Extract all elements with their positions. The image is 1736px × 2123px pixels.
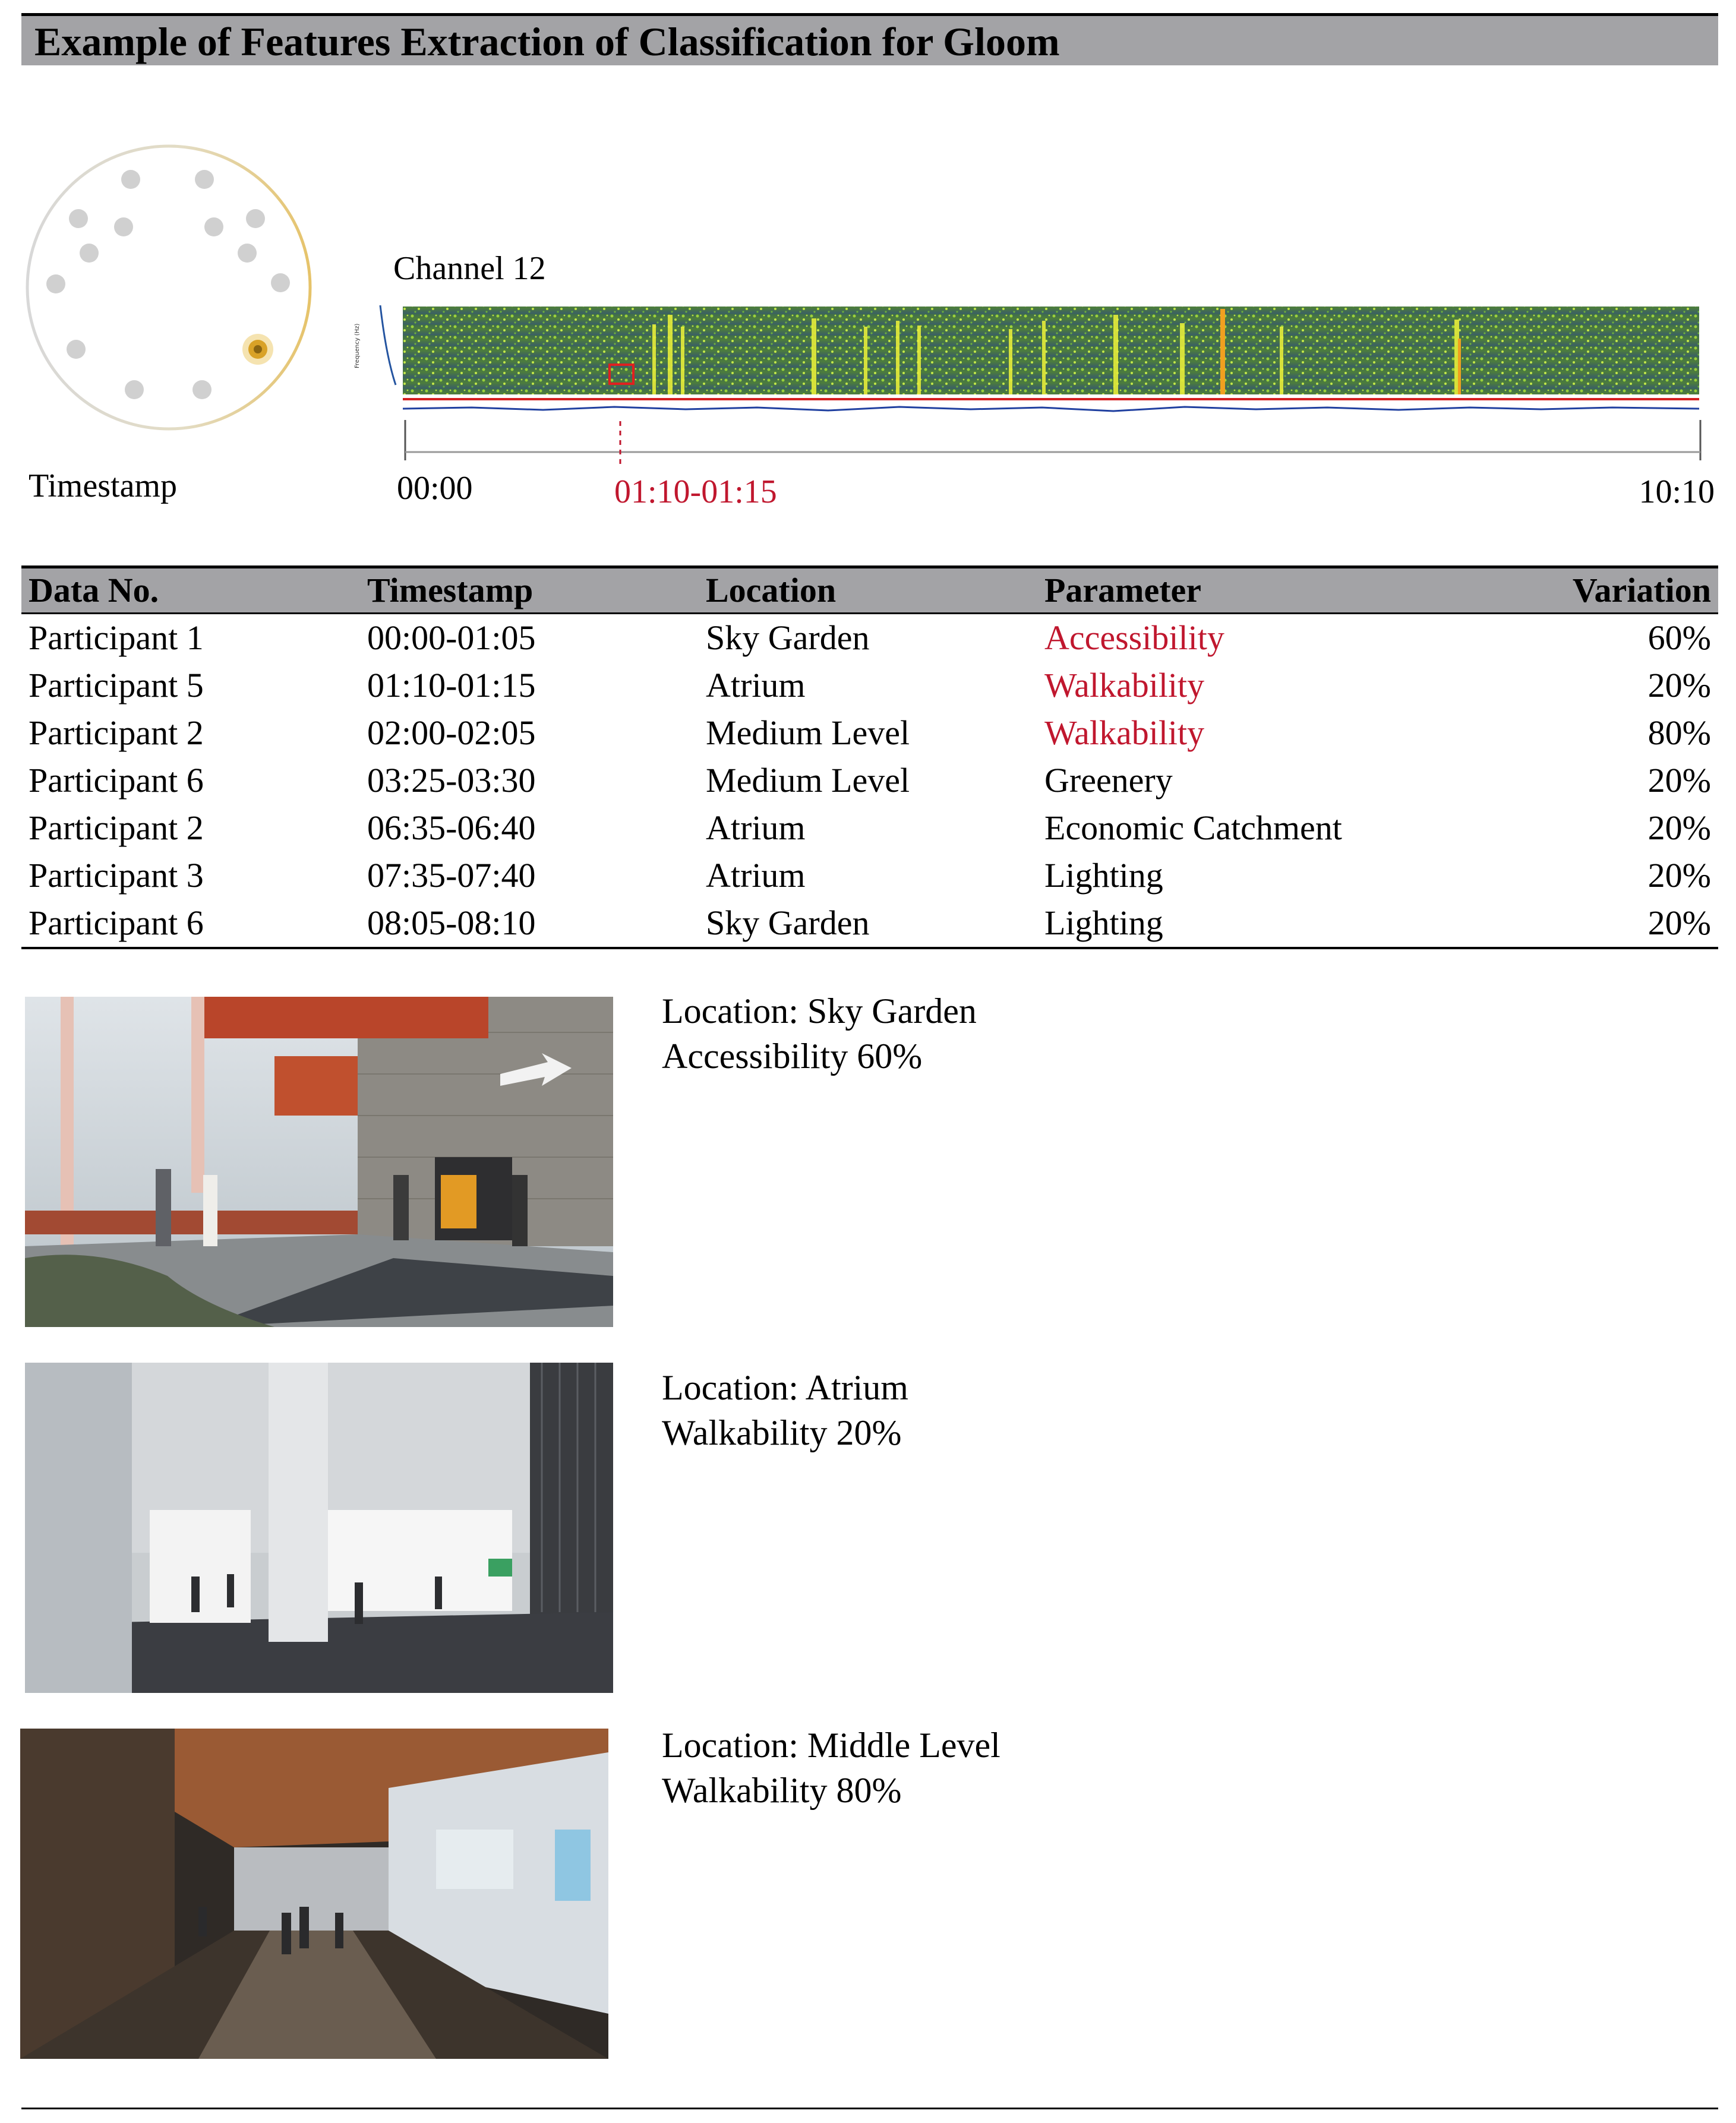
header-timestamp: Timestamp <box>360 567 699 614</box>
cell-timestamp: 08:05-08:10 <box>367 903 536 942</box>
cell-parameter: Walkability <box>1044 666 1205 704</box>
header-data-no: Data No. <box>21 567 360 614</box>
timeline-marker-label: 01:10-01:15 <box>614 473 777 510</box>
cell-location: Sky Garden <box>706 618 870 657</box>
table-header-row <box>21 567 1718 614</box>
cell-variation: 20% <box>1647 808 1711 847</box>
page-title: Example of Features Extraction of Classification for Gloom <box>34 19 1060 64</box>
table-row <box>21 757 1718 804</box>
scene-image-middle-level <box>20 1729 608 2059</box>
electrode-dot-icon <box>80 244 99 263</box>
electrode-dot-icon <box>195 170 214 189</box>
cell-data-no: Participant 6 <box>29 761 204 800</box>
scene-caption-location: Location: Atrium <box>662 1368 908 1407</box>
electrode-dot-icon <box>114 217 133 236</box>
cell-location: Sky Garden <box>706 903 870 942</box>
cell-location: Medium Level <box>706 761 910 800</box>
channel-label: Channel 12 <box>393 250 546 287</box>
electrode-dot-icon <box>192 380 212 399</box>
electrode-dot-icon <box>238 244 257 263</box>
timeline-start: 00:00 <box>397 470 473 507</box>
cell-variation: 60% <box>1647 618 1711 657</box>
cell-data-no: Participant 5 <box>29 666 204 704</box>
electrode-dot-icon <box>204 217 223 236</box>
spectrogram-panel <box>353 303 1702 422</box>
scene-image-sky-garden <box>25 997 613 1327</box>
electrode-dot-icon <box>69 209 88 228</box>
svg-text:Frequency (Hz): Frequency (Hz) <box>354 323 361 368</box>
electrode-head-map <box>23 140 320 437</box>
table-row <box>21 614 1718 662</box>
scene-caption-parameter: Accessibility 60% <box>662 1037 923 1076</box>
header-parameter: Parameter <box>1037 567 1489 614</box>
cell-data-no: Participant 6 <box>29 903 204 942</box>
cell-location: Atrium <box>706 856 806 895</box>
cell-timestamp: 02:00-02:05 <box>367 713 536 752</box>
data-table <box>21 565 1718 949</box>
cell-parameter: Greenery <box>1044 761 1173 800</box>
cell-variation: 20% <box>1647 903 1711 942</box>
table-row <box>21 662 1718 709</box>
cell-variation: 20% <box>1647 666 1711 704</box>
cell-parameter: Walkability <box>1044 713 1205 752</box>
cell-timestamp: 03:25-03:30 <box>367 761 536 800</box>
cell-location: Atrium <box>706 666 806 704</box>
electrode-dot-icon <box>121 170 140 189</box>
scene-caption-location: Location: Sky Garden <box>662 991 977 1031</box>
cell-data-no: Participant 2 <box>29 713 204 752</box>
cell-timestamp: 06:35-06:40 <box>367 808 536 847</box>
cell-location: Atrium <box>706 808 806 847</box>
cell-timestamp: 00:00-01:05 <box>367 618 536 657</box>
spectrogram-image <box>403 307 1699 394</box>
cell-parameter: Accessibility <box>1044 618 1224 657</box>
cell-timestamp: 01:10-01:15 <box>367 666 536 704</box>
cell-variation: 20% <box>1647 761 1711 800</box>
cell-parameter: Lighting <box>1044 903 1163 942</box>
header-variation: Variation <box>1489 567 1718 614</box>
scene-caption-parameter: Walkability 20% <box>662 1413 902 1452</box>
table-row <box>21 852 1718 899</box>
timeline-axis <box>404 419 1702 466</box>
timeline-end: 10:10 <box>1639 473 1715 510</box>
title-banner <box>21 13 1718 65</box>
electrode-dot-icon <box>271 273 290 292</box>
cell-parameter: Economic Catchment <box>1044 808 1342 847</box>
electrode-dot-icon <box>246 209 265 228</box>
electrode-dot-icon <box>67 340 86 359</box>
cell-timestamp: 07:35-07:40 <box>367 856 536 895</box>
cell-variation: 80% <box>1647 713 1711 752</box>
scene-image-atrium <box>25 1363 613 1693</box>
table-row <box>21 709 1718 757</box>
header-location: Location <box>699 567 1037 614</box>
table-row <box>21 804 1718 852</box>
electrode-dot-icon <box>46 274 65 293</box>
cell-data-no: Participant 2 <box>29 808 204 847</box>
cell-parameter: Lighting <box>1044 856 1163 895</box>
bottom-rule <box>21 2108 1718 2109</box>
cell-data-no: Participant 3 <box>29 856 204 895</box>
timestamp-label: Timestamp <box>29 467 177 504</box>
scene-caption-parameter: Walkability 80% <box>662 1771 902 1810</box>
head-outline <box>27 146 310 429</box>
cell-variation: 20% <box>1647 856 1711 895</box>
table-row <box>21 899 1718 948</box>
scene-caption-location: Location: Middle Level <box>662 1726 1000 1765</box>
electrode-dot-icon <box>125 380 144 399</box>
cell-location: Medium Level <box>706 713 910 752</box>
cell-data-no: Participant 1 <box>29 618 204 657</box>
